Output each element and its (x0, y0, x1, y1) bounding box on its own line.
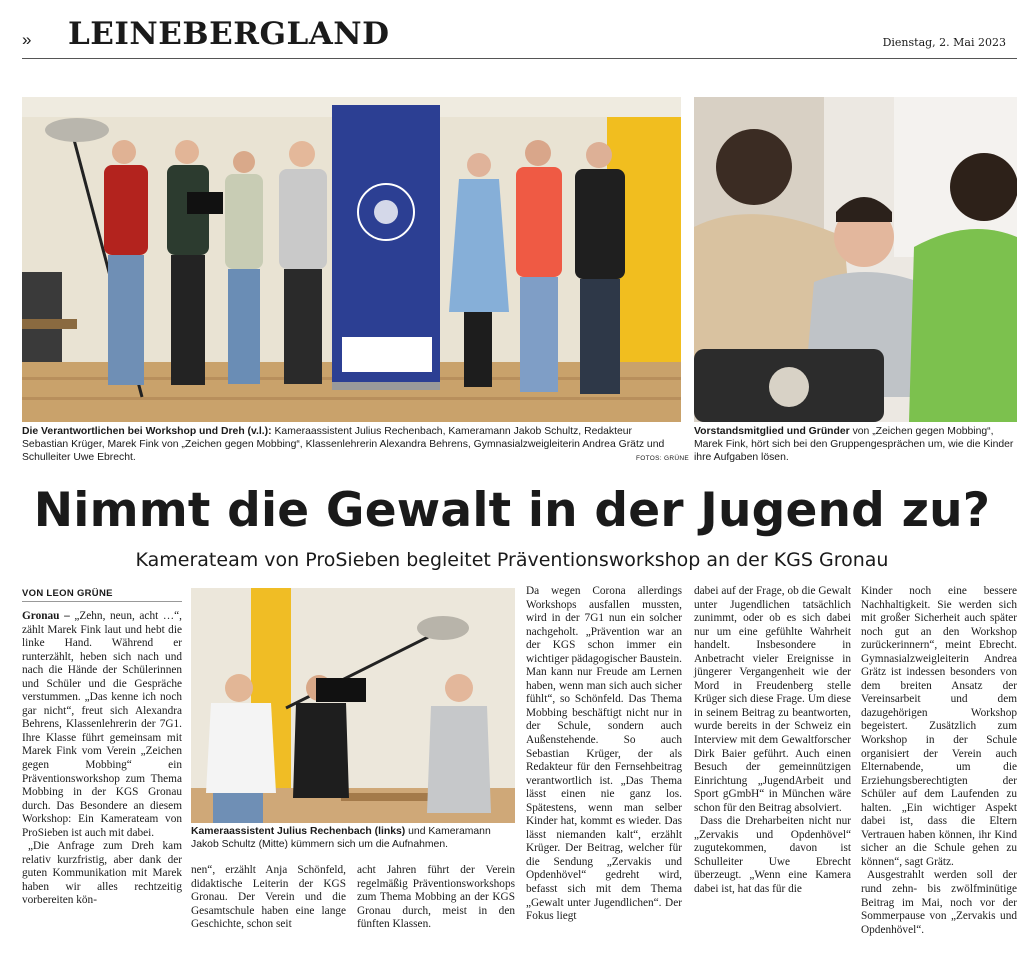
article-paragraph: Gronau – „Zehn, neun, acht …“, zählt Marek Fink laut und hebt die linke Hand. Während er runterzählt, heben sich nach und nach die Hände der Schülerinnen und Schüler und die Gespräche verstummen. „Das kenne ich noch gar nicht“, freut sich Alexandra Behrens, Klassenlehrerin der 7G1. Ihre Klasse führt gemeinsam mit Marek Fink vom Verein „Zeichen gegen Mobbing“ ein Präventionsworkshop zum Thema Mobbing in der KGS Gronau durch. Das Besondere an diesem Workshop: Ein Kamerateam von ProSieben ist auch mit dabei. (22, 610, 182, 839)
chair (694, 349, 884, 422)
inline-photo-caption (191, 825, 515, 851)
article-paragraph: Dass die Dreharbeiten nicht nur „Zervakis und Opdenhövel“ zugutekommen, davon ist Schulleiter Uwe Ebrecht überzeugt. „Wenn eine Kamera dabei ist, hat das für die (694, 815, 851, 896)
dateline: Gronau – (22, 610, 70, 622)
person-1 (104, 140, 148, 385)
issue-date: Dienstag, 2. Mai 2023 (882, 36, 1006, 49)
byline-rule (22, 601, 182, 602)
article-column-1 (22, 610, 182, 908)
person-6 (516, 140, 562, 392)
person-7 (575, 142, 625, 394)
section-arrow: » (22, 30, 32, 49)
main-caption-lead: Die Verantwortlichen bei Workshop und Dreh (v.l.): (22, 426, 272, 437)
side-photo-caption (694, 425, 1017, 464)
side-caption-text: von „Zeichen gegen Mobbing“, Marek Fink, hört sich bei den Gruppengesprächen um, wie die Kinder ihre Aufgaben lösen. (694, 426, 1014, 463)
article-paragraph: „Die Anfrage zum Dreh kam relativ kurzfristig, aber dank der guten Kommunikation mit Marek haben wir alles rechtzeitig vorbereiten kön- (22, 840, 182, 907)
group-photo (22, 97, 681, 422)
side-caption-lead: Vorstandsmitglied und Gründer (694, 426, 850, 437)
article-paragraph: dabei auf der Frage, ob die Gewalt unter Jugendlichen tatsächlich zunimmt, oder ob es sich dabei nur um eine gefühlte Wahrheit handelt. Insbesondere in Anbetracht vieler Ereignisse in jüngerer Vergangenheit wie der Mord in Freudenberg stelle Krüger sich diese Frage. Um diese in seinem Beitrag zu beantworten, wurde bereits in der Schweiz ein Interview mit dem Gewaltforscher Dirk Baier geführt. Auch einen Besuch der gemeinnützigen Einrichtung „JugendArbeit und Sport gGmbH“ in München wäre schon für den Beitrag absolviert. (694, 585, 851, 814)
subheadline: Kamerateam von ProSieben begleitet Präventionsworkshop an der KGS Gronau (135, 549, 889, 571)
article-column-4 (526, 585, 682, 924)
inline-caption-lead: Kameraassistent Julius Rechenbach (links) (191, 826, 406, 837)
person-4 (279, 141, 327, 384)
photo-credit: FOTOS: GRÜNE (636, 455, 689, 462)
article-paragraph: nen“, erzählt Anja Schönfeld, didaktische Leiterin der KGS Gronau. Der Verein und die Gesamtschule haben eine lange Geschichte, schon seit (191, 864, 346, 931)
inline-caption-text: und Kameramann Jakob Schultz (Mitte) kümmern sich um die Aufnahmen. (191, 826, 491, 850)
article-column-5 (694, 585, 851, 897)
header-rule (22, 58, 1017, 59)
workshop-photo (694, 97, 1017, 422)
main-caption-text: Kameraassistent Julius Rechenbach, Kameramann Jakob Schultz, Redakteur Sebastian Krüger, Marek Fink von „Zeichen gegen Mobbing“, Klassenlehrerin Alexandra Behrens, Gymnasialzweigleiterin Andrea Grätz und Schulleiter Uwe Ebrecht. (22, 426, 665, 463)
headline: Nimmt die Gewalt in der Jugend zu? (33, 483, 991, 538)
camera-team-photo (191, 588, 515, 823)
section-title: LEINEBERGLAND (68, 16, 390, 52)
article-column-3 (357, 864, 515, 932)
byline: VON LEON GRÜNE (22, 588, 113, 599)
article-column-6 (861, 585, 1017, 937)
article-paragraph: Da wegen Corona allerdings Workshops ausfallen mussten, wird in der 7G1 nun ein solcher nachgeholt. „Prävention war an der KGS schon immer ein wichtiger pädagogischer Baustein. Man kann nur Freude am Lernen haben, wenn man sich auch sicher fühlt“, so Schönfeld. Das Thema Mobbing beschäftigt nicht nur in der Schule, sondern auch Außenstehende. So auch Sebastian Krüger, der als Redakteur für den Fernsehbeitrag verantwortlich ist. „Das Thema lässt einen nie ganz los. Spätestens, wenn man selber Kinder hat, kommt es wieder. Das lässt niemanden kalt“, erzählt Krüger. Der Beitrag, welcher für die Sendung „Zervakis und Opdenhövel“ gedreht wird, befasst sich mit dem Thema „Gewalt unter Jugendlichen“. Der Fokus liegt (526, 585, 682, 923)
rollup-banner (332, 105, 440, 390)
article-paragraph: Kinder noch eine bessere Nachhaltigkeit. Sie werden sich mit großer Sicherheit auch später noch gut an den Workshop zurückerinnern“, meint Ebrecht. Gymnasialzweigleiterin Andrea Grätz ist indessen besonders von dem breiten Ansatz der Vereinsarbeit und dem dazugehörigen Workshop begeistert. Zusätzlich zum Workshop in der Schule organisiert der Verein auch Elternabende, um die Erziehungsberechtigten der Schüler auf dem Laufenden zu halten. „Ein wichtiger Aspekt dabei ist, dass die Eltern Vertrauen haben können, ihr Kind sicher an die Schule gehen zu können“, sagt Grätz. (861, 585, 1017, 868)
main-photo-caption (22, 425, 681, 464)
person-3 (225, 151, 263, 384)
article-paragraph: acht Jahren führt der Verein regelmäßig Präventionsworkshops zum Thema Mobbing an der KGS Gronau durch, meist in den fünften Klassen. (357, 864, 515, 931)
article-column-2 (191, 864, 346, 932)
article-paragraph: Ausgestrahlt werden soll der rund zehn- bis zwölfminütige Beitrag im Mai, noch vor der Sommerpause von „Zervakis und Opdenhövel“. (861, 869, 1017, 936)
